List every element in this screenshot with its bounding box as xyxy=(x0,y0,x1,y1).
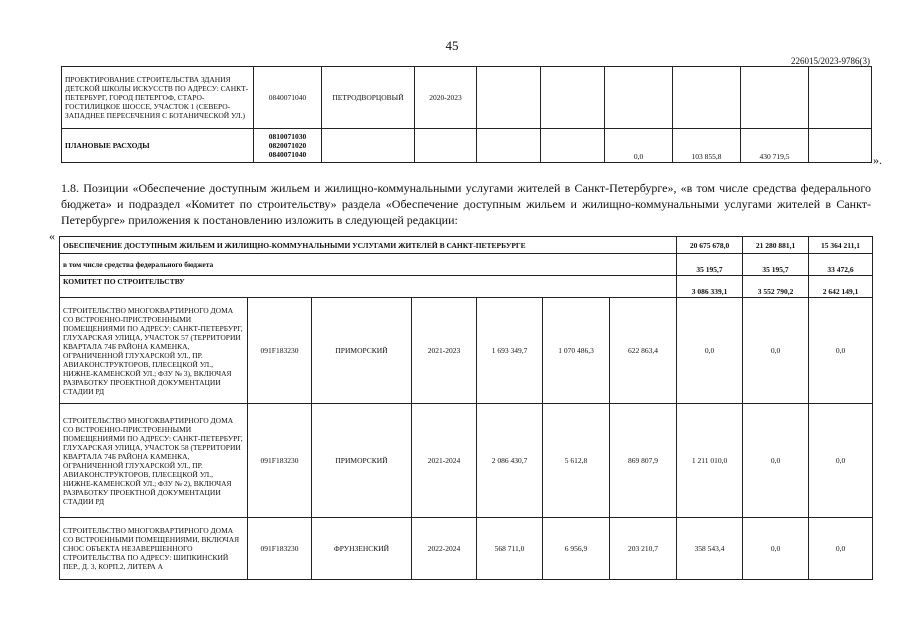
period: 2021-2024 xyxy=(412,404,477,518)
amount-cell: 33 472,6 xyxy=(809,254,873,276)
empty-cell xyxy=(673,67,741,129)
amount-cell: 622 863,4 xyxy=(610,298,677,404)
budget-code: 0840071040 xyxy=(268,150,307,159)
budget-code: 0820071020 xyxy=(268,141,307,150)
period: 2021-2023 xyxy=(412,298,477,404)
top-table xyxy=(61,66,872,163)
empty-cell xyxy=(477,129,541,163)
period: 2020-2023 xyxy=(415,67,477,129)
main-table xyxy=(59,236,873,580)
closing-quote: ». xyxy=(873,153,882,167)
amount-cell: 0,0 xyxy=(677,298,743,404)
empty-cell xyxy=(541,67,605,129)
district: ПЕТРОДВОРЦОВЫЙ xyxy=(322,67,415,129)
amount-cell: 358 543,4 xyxy=(677,518,743,580)
amount-cell: 3 086 339,1 xyxy=(677,276,743,298)
empty-cell xyxy=(477,67,541,129)
amount-cell: 430 719,5 xyxy=(741,129,809,163)
amount-cell: 0,0 xyxy=(605,129,673,163)
budget-code: 0810071030 xyxy=(268,132,307,141)
total-cost: 1 693 349,7 xyxy=(477,298,543,404)
document-number: 226015/2023-9786(3) xyxy=(791,56,870,66)
object-name: СТРОИТЕЛЬСТВО МНОГОКВАРТИРНОГО ДОМА СО ВСТРОЕННО-ПРИСТРОЕННЫМИ ПОМЕЩЕНИЯМИ ПО АДРЕСУ: САНКТ-ПЕТЕРБУРГ, ГЛУХАРСКАЯ УЛИЦА, УЧАСТОК 57 (ТЕРРИТОРИИ КВАРТАЛА 74Б РАЙОНА КАМЕНКА, ОГРАНИЧЕННОЙ ГЛУХАРСКОЙ УЛ., ПР. АВИАКОНСТРУКТОРОВ, ПЛЕСЕЦКОЙ УЛ., НИЖНЕ-КАМЕНСКОЙ УЛ.; ФЗУ № 3), ВКЛЮЧАЯ РАЗРАБОТКУ ПРОЕКТНОЙ ДОКУМЕНТАЦИИ СТАДИИ РД xyxy=(60,298,248,404)
amount-cell: 35 195,7 xyxy=(743,254,809,276)
amount-cell: 203 210,7 xyxy=(610,518,677,580)
amount-cell: 0,0 xyxy=(809,518,873,580)
amount-cell: 103 855,8 xyxy=(673,129,741,163)
empty-cell xyxy=(415,129,477,163)
object-name: ПРОЕКТИРОВАНИЕ СТРОИТЕЛЬСТВА ЗДАНИЯ ДЕТСКОЙ ШКОЛЫ ИСКУССТВ ПО АДРЕСУ: САНКТ-ПЕТЕРБУРГ, ГОРОД ПЕТЕРГОФ, СТАРО-ГОСТИЛИЦКОЕ ШОССЕ, УЧАСТОК 1 (СЕВЕРО-ЗАПАДНЕЕ ПЕРЕСЕЧЕНИЯ С БОТАНИЧЕСКОЙ УЛ.) xyxy=(62,67,254,129)
amount-cell: 20 675 678,0 xyxy=(677,237,743,254)
amount-cell: 0,0 xyxy=(743,518,809,580)
amount-cell: 0,0 xyxy=(743,404,809,518)
page-number: 45 xyxy=(445,38,459,53)
object-name: СТРОИТЕЛЬСТВО МНОГОКВАРТИРНОГО ДОМА СО ВСТРОЕННЫМИ ПОМЕЩЕНИЯМИ, ВКЛЮЧАЯ СНОС ОБЪЕКТА НЕЗАВЕРШЕННОГО СТРОИТЕЛЬСТВА ПО АДРЕСУ: ШИПКИНСКИЙ ПЕР., Д. 3, КОРП.2, ЛИТЕРА А xyxy=(60,518,248,580)
period: 2022-2024 xyxy=(412,518,477,580)
budget-code: 091F183230 xyxy=(248,518,312,580)
empty-cell xyxy=(541,129,605,163)
amount-cell: 21 280 881,1 xyxy=(743,237,809,254)
amount-cell: 35 195,7 xyxy=(677,254,743,276)
prev-funding: 5 612,8 xyxy=(543,404,610,518)
amount-cell: 3 552 790,2 xyxy=(743,276,809,298)
committee-row xyxy=(60,276,873,298)
amendment-paragraph: 1.8. Позиции «Обеспечение доступным жильем и жилищно-коммунальными услугами жителей в Санкт-Петербурге», «в том числе средства федерального бюджета» и подраздел «Комитет по строительству» раздела «Обеспечение доступным жильем и жилищно-коммунальными услугами жителей в Санкт-Петербурге» приложения к постановлению изложить в следующей редакции: xyxy=(61,181,871,227)
district: ФРУНЗЕНСКИЙ xyxy=(312,518,412,580)
budget-code: 091F183230 xyxy=(248,298,312,404)
district: ПРИМОРСКИЙ xyxy=(312,404,412,518)
empty-cell xyxy=(322,129,415,163)
total-cost: 568 711,0 xyxy=(477,518,543,580)
opening-quote: « xyxy=(49,229,55,243)
empty-cell xyxy=(741,67,809,129)
amount-cell: 15 364 211,1 xyxy=(809,237,873,254)
budget-code: 091F183230 xyxy=(248,404,312,518)
amount-cell: 869 807,9 xyxy=(610,404,677,518)
empty-cell xyxy=(809,67,872,129)
section-title: ОБЕСПЕЧЕНИЕ ДОСТУПНЫМ ЖИЛЬЕМ И ЖИЛИЩНО-КОММУНАЛЬНЫМИ УСЛУГАМИ ЖИТЕЛЕЙ В САНКТ-ПЕТЕРБУРГЕ xyxy=(60,237,677,254)
table-row xyxy=(62,67,872,129)
amount-cell: 1 211 010,0 xyxy=(677,404,743,518)
table-row xyxy=(62,129,872,163)
budget-code: 0840071040 xyxy=(254,67,322,129)
total-cost: 2 086 430,7 xyxy=(477,404,543,518)
empty-cell xyxy=(605,67,673,129)
committee-title: КОМИТЕТ ПО СТРОИТЕЛЬСТВУ xyxy=(60,276,677,298)
empty-cell xyxy=(809,129,872,163)
prev-funding: 6 956,9 xyxy=(543,518,610,580)
amount-cell: 2 642 149,1 xyxy=(809,276,873,298)
planned-expenses-label: ПЛАНОВЫЕ РАСХОДЫ xyxy=(62,129,254,163)
amount-cell: 0,0 xyxy=(743,298,809,404)
amount-cell: 0,0 xyxy=(809,298,873,404)
object-name: СТРОИТЕЛЬСТВО МНОГОКВАРТИРНОГО ДОМА СО ВСТРОЕННО-ПРИСТРОЕННЫМИ ПОМЕЩЕНИЯМИ ПО АДРЕСУ: САНКТ-ПЕТЕРБУРГ, ГЛУХАРСКАЯ УЛИЦА, УЧАСТОК 58 (ТЕРРИТОРИИ КВАРТАЛА 74Б РАЙОНА КАМЕНКА, ОГРАНИЧЕННОЙ ГЛУХАРСКОЙ УЛ., ПР. АВИАКОНСТРУКТОРОВ, ПЛЕСЕЦКОЙ УЛ., НИЖНЕ-КАМЕНСКОЙ УЛ.; ФЗУ № 2), ВКЛЮЧАЯ РАЗРАБОТКУ ПРОЕКТНОЙ ДОКУМЕНТАЦИИ СТАДИИ РД xyxy=(60,404,248,518)
table-row xyxy=(60,518,873,580)
table-row xyxy=(60,404,873,518)
federal-title: в том числе средства федерального бюджета xyxy=(60,254,677,276)
amount-cell: 0,0 xyxy=(809,404,873,518)
budget-codes xyxy=(254,129,322,163)
prev-funding: 1 070 486,3 xyxy=(543,298,610,404)
table-row xyxy=(60,298,873,404)
district: ПРИМОРСКИЙ xyxy=(312,298,412,404)
section-row xyxy=(60,237,873,254)
federal-row xyxy=(60,254,873,276)
